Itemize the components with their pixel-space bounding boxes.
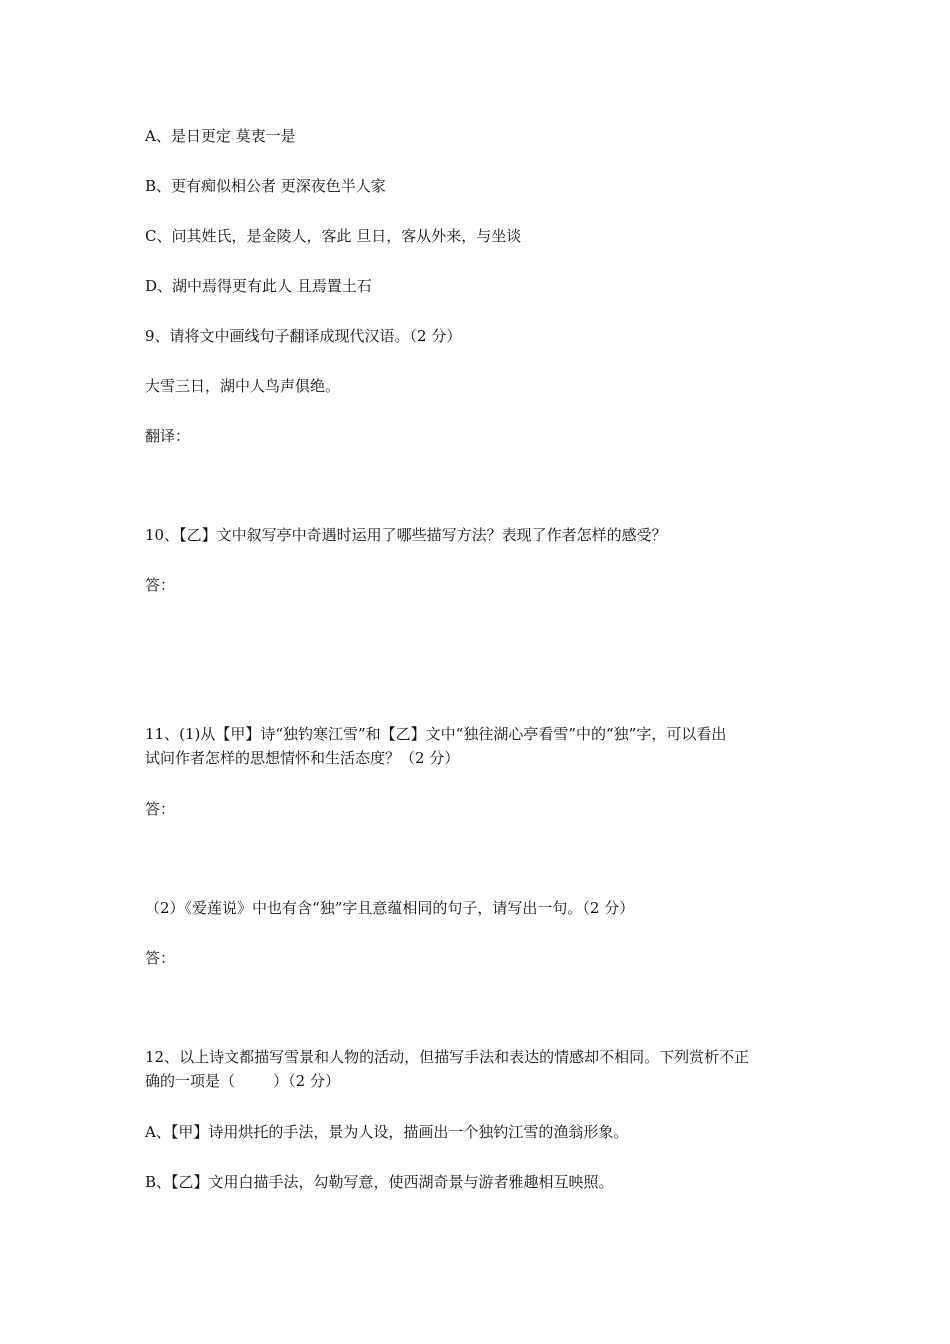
option-a-line: A、是日更定 莫衷一是 <box>145 127 296 145</box>
question-9-sentence: 大雪三日，湖中人鸟声俱绝。 <box>145 377 341 395</box>
question-11-part-1 <box>145 722 810 770</box>
question-12-line-2: 确的一项是（ ）（2 分） <box>145 1072 340 1090</box>
question-11-part-2-answer-label: 答： <box>145 949 176 967</box>
option-d-line: D、湖中焉得更有此人 且焉置土石 <box>145 277 372 295</box>
question-11-part-1-answer-label: 答： <box>145 800 176 818</box>
option-b-line: B、更有痴似相公者 更深夜色半人家 <box>145 177 386 195</box>
question-10-answer-label: 答： <box>145 576 176 594</box>
question-12-option-b: B、【乙】文用白描手法，勾勒写意，使西湖奇景与游者雅趣相互映照。 <box>145 1173 614 1191</box>
question-11-part-1-line-1: 11、(1)从【甲】诗“独钓寒江雪”和【乙】文中“独往湖心亭看雪”中的“独”字，可以看出 <box>145 725 727 743</box>
option-c-line: C、问其姓氏，是金陵人，客此 旦日，客从外来，与坐谈 <box>145 227 522 245</box>
question-12-option-a: A、【甲】诗用烘托的手法，景为人设，描画出一个独钓江雪的渔翁形象。 <box>145 1123 629 1141</box>
question-10: 10、【乙】文中叙写亭中奇遇时运用了哪些描写方法？表现了作者怎样的感受？ <box>145 526 667 544</box>
question-9: 9、请将文中画线句子翻译成现代汉语。（2 分） <box>145 327 462 345</box>
question-11-part-1-line-2: 试问作者怎样的思想情怀和生活态度？（2 分） <box>145 749 460 767</box>
question-12 <box>145 1045 810 1093</box>
question-9-answer-label: 翻译： <box>145 427 191 445</box>
question-11-part-2: （2）《爱莲说》中也有含“独”字且意蕴相同的句子，请写出一句。（2 分） <box>145 899 635 917</box>
question-12-line-1: 12、以上诗文都描写雪景和人物的活动，但描写手法和表达的情感却不相同。下列赏析不正 <box>145 1048 750 1066</box>
